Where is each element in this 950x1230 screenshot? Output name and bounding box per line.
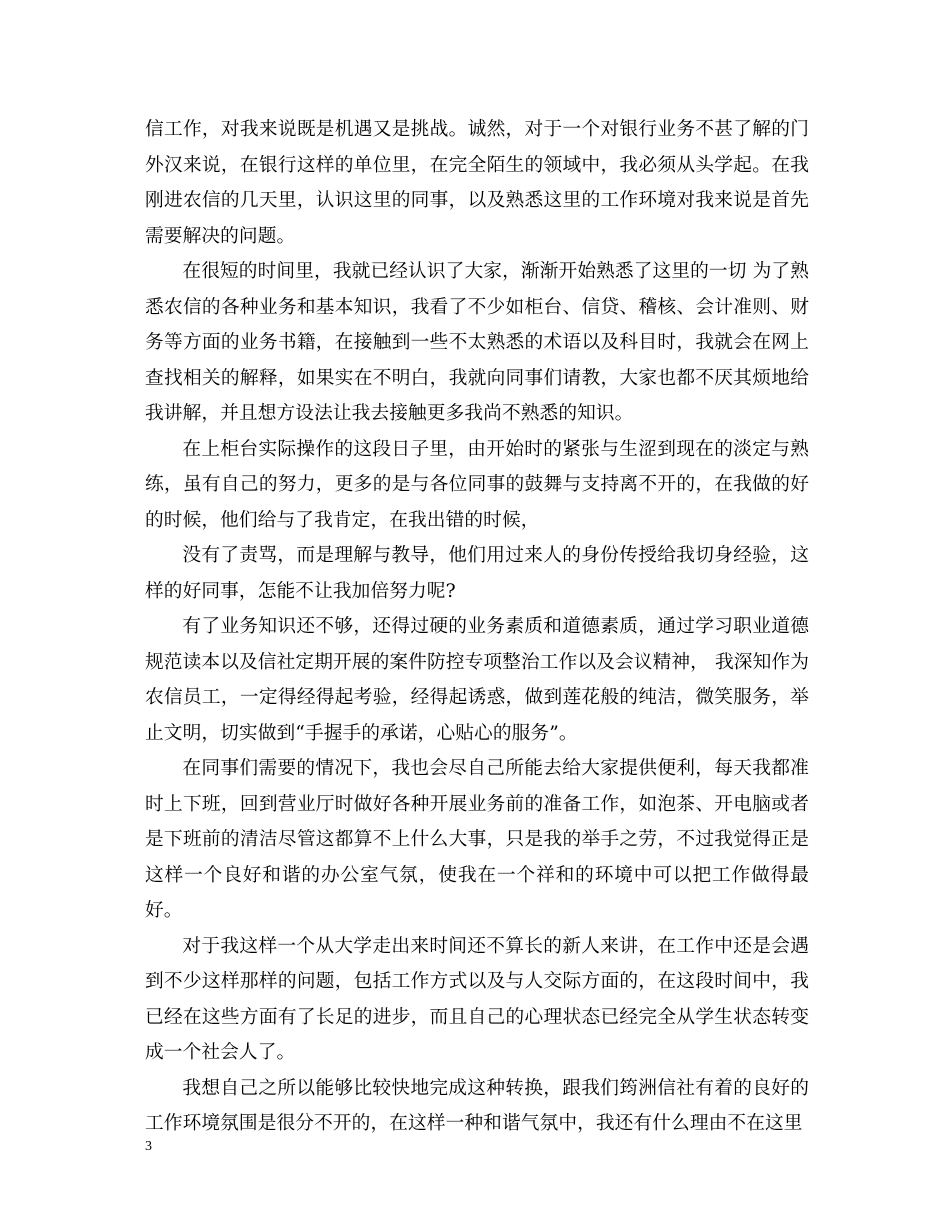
paragraph: 对于我这样一个从大学走出来时间还不算长的新人来讲，在工作中还是会遇到不少这样那样的问题，包括工作方式以及与人交际方面的，在这段时间中，我已经在这些方面有了长足的进步，而且自己的心理状态已经完全从学生状态转变成一个社会人了。 [145,935,809,1063]
page-number: 3 [145,1139,152,1154]
document-body [145,112,809,1142]
paragraph: 在很短的时间里，我就已经认识了大家，渐渐开始熟悉了这里的一切 为了熟悉农信的各种业务和基本知识，我看了不少如柜台、信贷、稽核、会计准则、财务等方面的业务书籍，在接触到一些不太熟悉的术语以及科目时，我就会在网上查找相关的解释，如果实在不明白，我就向同事们请教，大家也都不厌其烦地给我讲解，并且想方设法让我去接触更多我尚不熟悉的知识。 [145,261,809,424]
paragraph: 在同事们需要的情况下，我也会尽自己所能去给大家提供便利，每天我都准时上下班，回到营业厅时做好各种开展业务前的准备工作，如泡茶、开电脑或者是下班前的清洁尽管这都算不上什么大事，只是我的举手之劳，不过我觉得正是这样一个良好和谐的办公室气氛，使我在一个祥和的环境中可以把工作做得最好。 [145,758,809,921]
paragraph: 我想自己之所以能够比较快地完成这种转换，跟我们筠洲信社有着的良好的工作环境氛围是很分不开的，在这样一种和谐气氛中，我还有什么理由不在这里 [145,1077,809,1134]
paragraph: 在上柜台实际操作的这段日子里，由开始时的紧张与生涩到现在的淡定与熟练，虽有自己的努力，更多的是与各位同事的鼓舞与支持离不开的，在我做的好的时候，他们给与了我肯定，在我出错的时候， [145,438,809,531]
paragraph: 有了业务知识还不够，还得过硬的业务素质和道德素质，通过学习职业道德规范读本以及信社定期开展的案件防控专项整治工作以及会议精神， 我深知作为农信员工，一定得经得起考验，经得起诱惑，做到莲花般的纯洁，微笑服务，举止文明，切实做到“手握手的承诺，心贴心的服务”。 [145,616,809,744]
paragraph-continued: 信工作，对我来说既是机遇又是挑战。诚然，对于一个对银行业务不甚了解的门外汉来说，在银行这样的单位里，在完全陌生的领域中，我必须从头学起。在我刚进农信的几天里，认识这里的同事，以及熟悉这里的工作环境对我来说是首先需要解决的问题。 [145,119,809,247]
paragraph: 没有了责骂，而是理解与教导，他们用过来人的身份传授给我切身经验，这样的好同事，怎能不让我加倍努力呢? [145,545,809,602]
